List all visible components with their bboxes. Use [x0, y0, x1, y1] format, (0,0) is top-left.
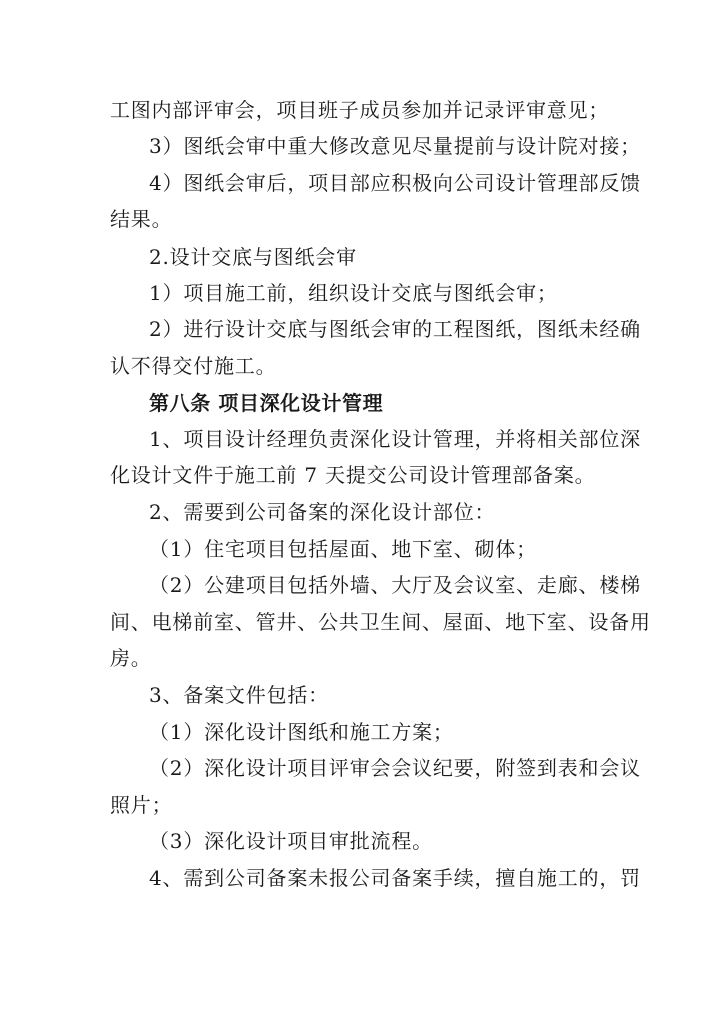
- paragraph-line: 4、需到公司备案未报公司备案手续，擅自施工的，罚: [149, 866, 641, 890]
- paragraph-line: 4）图纸会审后，项目部应积极向公司设计管理部反馈: [149, 171, 641, 195]
- paragraph-line: 化设计文件于施工前 7 天提交公司设计管理部备案。: [110, 463, 596, 487]
- paragraph-line: 2、需要到公司备案的深化设计部位：: [149, 500, 496, 524]
- list-item: （3）深化设计项目审批流程。: [149, 829, 433, 853]
- paragraph-line: 照片；: [110, 793, 173, 817]
- paragraph-line: 间、电梯前室、管井、公共卫生间、屋面、地下室、设备用: [110, 610, 651, 634]
- list-item: （1）住宅项目包括屋面、地下室、砌体；: [149, 537, 537, 561]
- paragraph-line: 2）进行设计交底与图纸会审的工程图纸，图纸未经确: [149, 317, 641, 341]
- paragraph-line: 3、备案文件包括：: [149, 683, 329, 707]
- paragraph-line: 认不得交付施工。: [110, 354, 277, 378]
- article-heading: 第八条 项目深化设计管理: [149, 391, 384, 415]
- paragraph-line: 1、项目设计经理负责深化设计管理，并将相关部位深: [149, 427, 641, 451]
- section-subheading: 2.设计交底与图纸会审: [149, 245, 357, 269]
- paragraph-line: 1）项目施工前，组织设计交底与图纸会审；: [149, 281, 558, 305]
- paragraph-line: 3）图纸会审中重大修改意见尽量提前与设计院对接；: [149, 134, 641, 158]
- list-item: （2）公建项目包括外墙、大厅及会议室、走廊、楼梯: [149, 573, 641, 597]
- paragraph-line: 房。: [110, 646, 152, 670]
- list-item: （1）深化设计图纸和施工方案；: [149, 720, 454, 744]
- list-item: （2）深化设计项目评审会会议纪要，附签到表和会议: [149, 756, 641, 780]
- paragraph-line: 工图内部评审会，项目班子成员参加并记录评审意见；: [110, 98, 610, 122]
- paragraph-line: 结果。: [110, 207, 173, 231]
